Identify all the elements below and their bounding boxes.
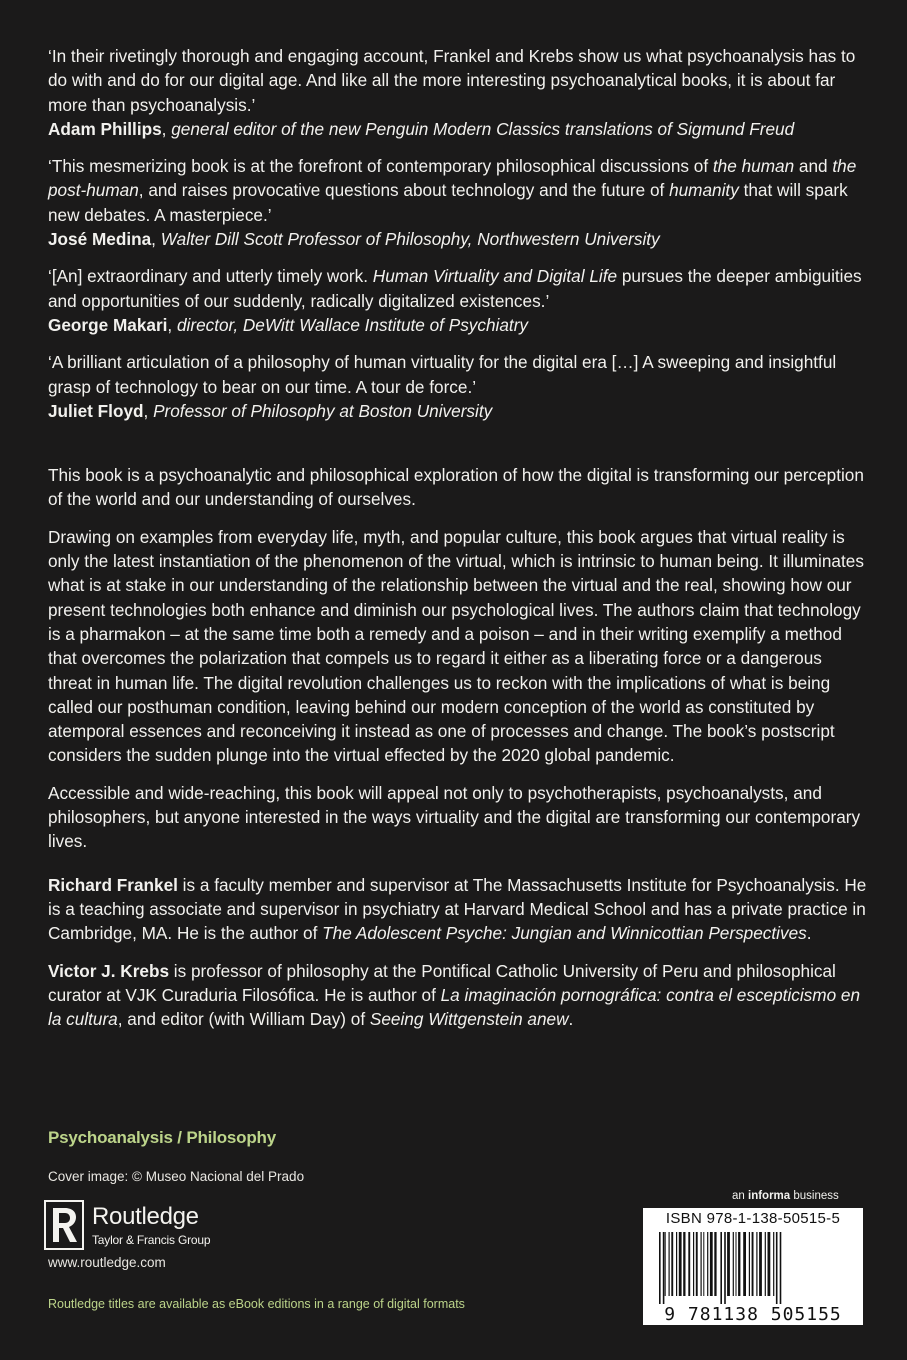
quote-author: George Makari [48,314,168,335]
quote-attribution: Adam Phillips, general editor of the new Penguin Modern Classics translations of Sigmund Freud [48,118,795,139]
book-description [48,463,868,853]
ebook-note: Routledge titles are available as eBook editions in a range of digital formats [48,1297,465,1311]
quote-role: Walter Dill Scott Professor of Philosophy, Northwestern University [160,229,660,250]
endorsement-quote [48,154,868,251]
endorsement-quote [48,264,868,337]
quote-text: ‘This mesmerizing book is at the forefront of contemporary philosophical discussions of the human and the post-human, and raises provocative questions about technology and the future of humanity that will spark new debates. A masterpiece.’ [48,156,857,225]
isbn-digits: 9 781138 505155 [664,1304,842,1325]
quote-text: ‘In their rivetingly thorough and engaging account, Frankel and Krebs show us what psychoanalysis has to do with and do for our digital age. And like all the more interesting psychoanalytical books, it is about far more than psychoanalysis.’ [48,46,856,115]
quote-author: Adam Phillips [48,118,162,139]
author-name: Victor J. Krebs [48,960,170,981]
back-cover-content [48,44,868,1044]
publisher-name: Routledge [92,1203,199,1230]
quote-role: director, DeWitt Wallace Institute of Psychiatry [176,314,529,335]
cover-credit: Cover image: © Museo Nacional del Prado [48,1169,305,1184]
quote-attribution: José Medina, Walter Dill Scott Professor of Philosophy, Northwestern University [48,229,660,250]
author-name: Richard Frankel [48,874,178,895]
quote-role: Professor of Philosophy at Boston University [153,400,493,421]
description-paragraph: Drawing on examples from everyday life, myth, and popular culture, this book argues that virtual reality is only the latest instantiation of the phenomenon of the virtual, which is intrinsic to human being. It illuminates what is at stake in our understanding of the relationship between the virtual and the real, showing how our present technologies both enhance and diminish our psychological lives. The authors claim that technology is a pharmakon – at the same time both a remedy and a poison – and in their writing exemplify a method that overcomes the polarization that compels us to regard it either as a liberating force or a dangerous threat in human life. The digital revolution challenges us to reckon with the implications of what is being called our posthuman condition, leaving behind our modern conception of the world as constituted by atemporal essences and reconceiving it instead as one of processes and change. The book’s postscript considers the sudden plunge into the virtual effected by the 2020 global pandemic. [48,526,864,766]
description-paragraph: Accessible and wide-reaching, this book will appeal not only to psychotherapists, psychoanalysts, and philosophers, but anyone interested in the ways virtuality and the digital are transforming our contemporary lives. [48,782,861,852]
author-bios [48,873,868,1032]
endorsement-quote [48,350,868,423]
publisher-group: Taylor & Francis Group [92,1233,211,1247]
quote-attribution: George Makari, director, DeWitt Wallace Institute of Psychiatry [48,314,529,335]
isbn-label: ISBN 978-1-138-50515-5 [665,1210,841,1227]
endorsement-quote [48,44,868,141]
informa-business-label: an informa business [732,1190,839,1202]
quote-attribution: Juliet Floyd, Professor of Philosophy at Boston University [48,400,493,421]
isbn-barcode [643,1208,863,1325]
publisher-logo [44,1200,244,1250]
quote-text: ‘A brilliant articulation of a philosophy of human virtuality for the digital era […] A sweeping and insightful grasp of technology to bear on our time. A tour de force.’ [48,352,837,397]
author-bio: Victor J. Krebs is professor of philosophy at the Pontifical Catholic University of Peru and philosophical curator at VJK Curaduria Filosófica. He is author of La imaginación pornográfica: contra el escepticismo en la cultura, and editor (with William Day) of Seeing Wittgenstein anew. [48,960,861,1030]
subject-category: Psychoanalysis / Philosophy [48,1128,276,1147]
quote-author: Juliet Floyd [48,400,144,421]
quote-role: general editor of the new Penguin Modern Classics translations of Sigmund Freud [171,118,795,139]
quote-author: José Medina [48,229,152,250]
routledge-r-icon [44,1200,84,1250]
quote-text: ‘[An] extraordinary and utterly timely work. Human Virtuality and Digital Life pursues the deeper ambiguities and opportunities of our suddenly, radically digitalized existences.’ [48,266,862,311]
publisher-website[interactable]: www.routledge.com [48,1255,166,1270]
author-bio: Richard Frankel is a faculty member and supervisor at The Massachusetts Institute for Psychoanalysis. He is a teaching associate and supervisor in psychiatry at Harvard Medical School and has a private practice in Cambridge, MA. He is the author of The Adolescent Psyche: Jungian and Winnicottian Perspectives. [48,874,867,944]
description-paragraph: This book is a psychoanalytic and philosophical exploration of how the digital is transforming our perception of the world and our understanding of ourselves. [48,465,864,510]
barcode-bars-icon [657,1232,849,1304]
